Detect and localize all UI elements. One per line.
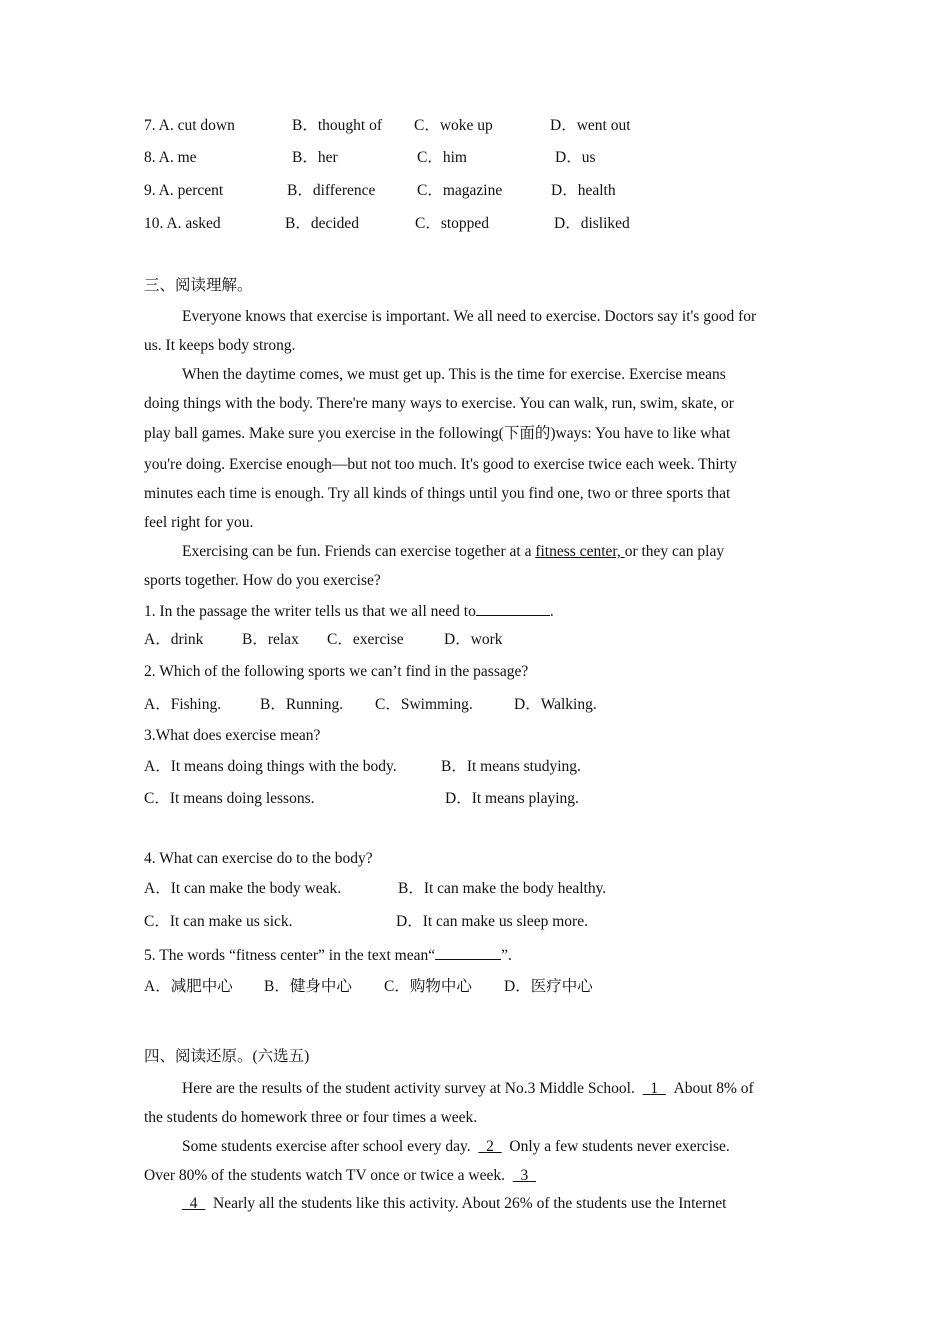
passage-line	[182, 1137, 730, 1157]
q3-option-c: C．It means doing lessons.	[144, 790, 315, 807]
passage-text: Over 80% of the students watch TV once or twice a week.	[144, 1167, 505, 1184]
cloze-9-option-b: B．difference	[287, 182, 376, 199]
q5-option-d: D．医疗中心	[504, 978, 593, 995]
q1-option-b: B．relax	[242, 631, 299, 648]
passage-line: you're doing. Exercise enough—but not too much. It's good to exercise twice each week. Thirty	[144, 456, 737, 473]
cloze-9-option-c: C．magazine	[417, 182, 503, 199]
question-1-end: .	[549, 603, 554, 620]
question-4: 4. What can exercise do to the body?	[144, 850, 373, 867]
blank-2[interactable]	[478, 1138, 501, 1155]
q1-option-a: A．drink	[144, 631, 204, 648]
passage-line: minutes each time is enough. Try all kinds of things until you find one, two or three sports that	[144, 485, 731, 502]
passage-line: us. It keeps body strong.	[144, 337, 296, 354]
question-5-text: 5. The words “fitness center” in the text mean“	[144, 947, 436, 964]
q5-option-a: A．减肥中心	[144, 978, 233, 995]
q3-option-a: A．It means doing things with the body.	[144, 758, 397, 775]
answer-blank[interactable]	[476, 600, 550, 616]
cloze-8-option-c: C．him	[417, 149, 467, 166]
cloze-9-option-a: 9. A. percent	[144, 182, 224, 199]
q2-option-d: D．Walking.	[514, 696, 597, 713]
passage-line	[182, 1079, 754, 1099]
question-5	[144, 944, 512, 966]
fitness-center-underlined: fitness center,	[535, 543, 625, 560]
passage-line	[182, 1194, 726, 1214]
passage-line: sports together. How do you exercise?	[144, 572, 381, 589]
cloze-7-option-a: 7. A. cut down	[144, 117, 235, 134]
q2-option-a: A．Fishing.	[144, 696, 222, 713]
q3-option-d: D．It means playing.	[445, 790, 579, 807]
blank-2-number: 2	[486, 1138, 494, 1155]
q5-option-b: B．健身中心	[264, 978, 352, 995]
question-3: 3.What does exercise mean?	[144, 727, 321, 744]
cloze-10-option-b: B．decided	[285, 215, 360, 232]
q5-option-c: C．购物中心	[384, 978, 472, 995]
cloze-8-option-d: D．us	[555, 149, 596, 166]
cloze-9-option-d: D．health	[551, 182, 616, 199]
passage-text: Some students exercise after school every day.	[182, 1138, 471, 1155]
q4-option-b: B．It can make the body healthy.	[398, 880, 607, 897]
cloze-7-option-c: C．woke up	[414, 117, 493, 134]
q2-option-b: B．Running.	[260, 696, 344, 713]
cloze-10-option-c: C．stopped	[415, 215, 490, 232]
question-5-end: ”.	[501, 947, 512, 964]
passage-line: play ball games. Make sure you exercise in the following(下面的)ways: You have to like what	[144, 425, 731, 442]
question-1	[144, 600, 554, 622]
passage-line: the students do homework three or four times a week.	[144, 1109, 478, 1126]
blank-3[interactable]	[513, 1167, 536, 1184]
cloze-8-option-a: 8. A. me	[144, 149, 197, 166]
q2-option-c: C．Swimming.	[375, 696, 473, 713]
q1-option-d: D．work	[444, 631, 503, 648]
cloze-10-option-a: 10. A. asked	[144, 215, 221, 232]
passage-line	[144, 1166, 536, 1186]
q4-option-a: A．It can make the body weak.	[144, 880, 342, 897]
passage-text: Exercising can be fun. Friends can exercise together at a	[182, 543, 536, 560]
passage-text: Here are the results of the student activity survey at No.3 Middle School.	[182, 1080, 635, 1097]
cloze-10-option-d: D．disliked	[554, 215, 630, 232]
blank-4-number: 4	[189, 1195, 198, 1212]
answer-blank[interactable]	[435, 944, 501, 960]
q1-option-c: C．exercise	[327, 631, 404, 648]
passage-text: Nearly all the students like this activity. About 26% of the students use the Internet	[213, 1195, 727, 1212]
blank-4[interactable]	[182, 1195, 205, 1212]
blank-1-number: 1	[650, 1080, 659, 1097]
q4-option-c: C．It can make us sick.	[144, 913, 293, 930]
blank-1[interactable]	[643, 1080, 666, 1097]
question-2: 2. Which of the following sports we can’t find in the passage?	[144, 663, 529, 680]
cloze-7-option-d: D．went out	[550, 117, 631, 134]
passage-text: About 8% of	[673, 1080, 754, 1097]
passage-line: When the daytime comes, we must get up. This is the time for exercise. Exercise means	[182, 366, 726, 383]
q3-option-b: B．It means studying.	[441, 758, 581, 775]
blank-3-number: 3	[520, 1167, 529, 1184]
passage-text: Only a few students never exercise.	[509, 1138, 730, 1155]
question-1-text: 1. In the passage the writer tells us that we all need to	[144, 603, 476, 620]
cloze-7-option-b: B．thought of	[292, 117, 382, 134]
passage-text: or they can play	[624, 543, 725, 560]
passage-line	[182, 542, 724, 562]
q4-option-d: D．It can make us sleep more.	[396, 913, 588, 930]
cloze-8-option-b: B．her	[292, 149, 338, 166]
passage-line: Everyone knows that exercise is important. We all need to exercise. Doctors say it's good for	[182, 308, 757, 325]
passage-line: doing things with the body. There're many ways to exercise. You can walk, run, swim, skate, or	[144, 395, 734, 412]
section-heading-reading: 三、阅读理解。	[144, 277, 253, 294]
section-heading-restore: 四、阅读还原。(六选五)	[144, 1048, 310, 1065]
passage-line: feel right for you.	[144, 514, 254, 531]
